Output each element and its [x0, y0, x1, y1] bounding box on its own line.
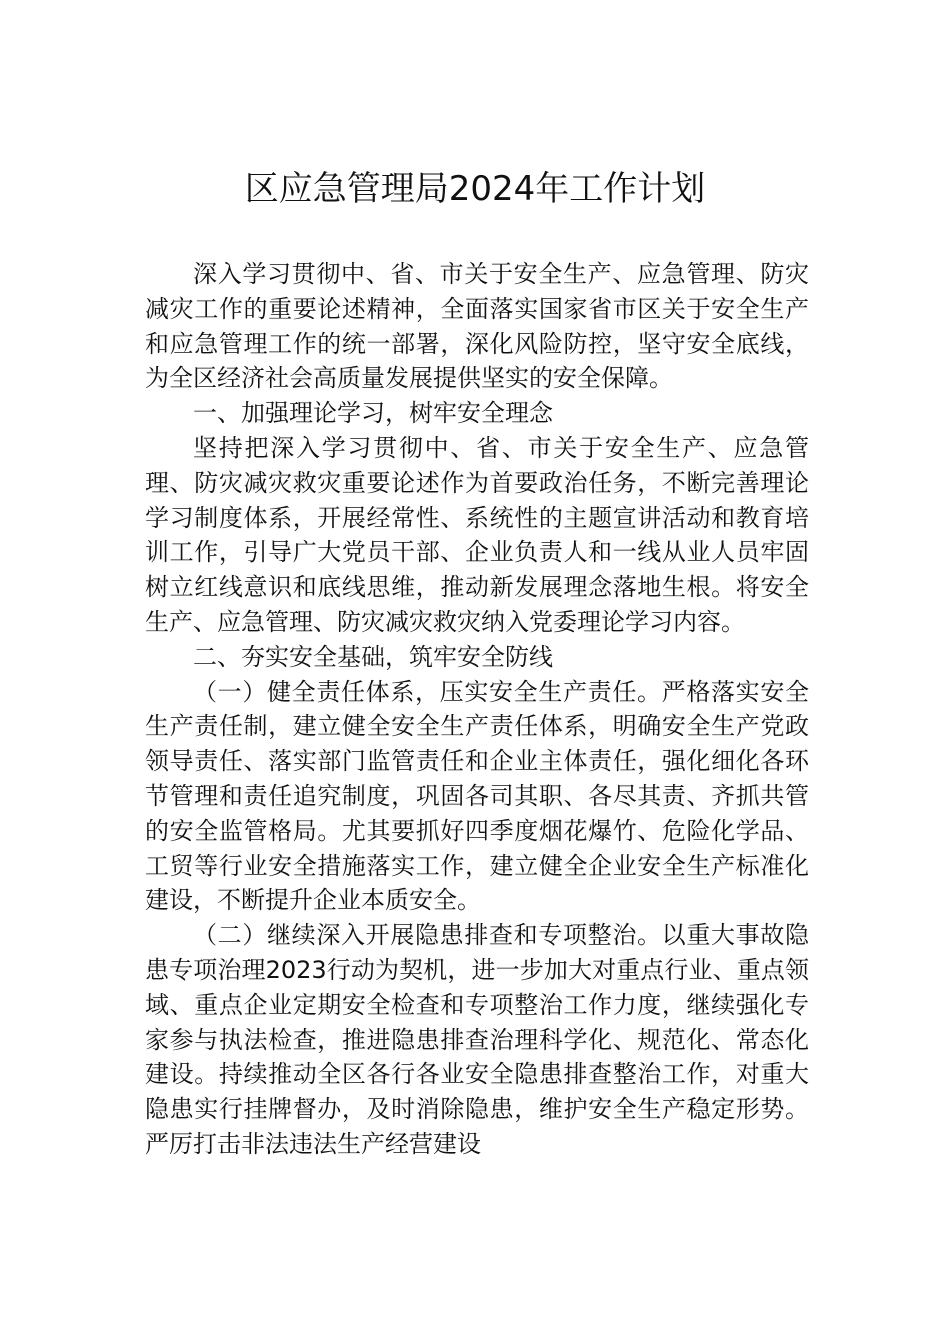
section-2-item-2: （二）继续深入开展隐患排查和专项整治。以重大事故隐患专项治理2023行动为契机，进一步加大对重点行业、重点领域、重点企业定期安全检查和专项整治工作力度，继续强化专家参与执法检查，推进隐患排查治理科学化、规范化、常态化建设。持续推动全区各行各业安全隐患排查整治工作，对重大隐患实行挂牌督办，及时消除隐患，维护安全生产稳定形势。严厉打击非法违法生产经营建设	[145, 921, 809, 1158]
document-body	[145, 257, 809, 1162]
document-title: 区应急管理局2024年工作计划	[244, 169, 706, 209]
section-1-paragraph: 坚持把深入学习贯彻中、省、市关于安全生产、应急管理、防灾减灾救灾重要论述作为首要政治任务，不断完善理论学习制度体系，开展经常性、系统性的主题宣讲活动和教育培训工作，引导广大党员干部、企业负责人和一线从业人员牢固树立红线意识和底线思维，推动新发展理念落地生根。将安全生产、应急管理、防灾减灾救灾纳入党委理论学习内容。	[145, 433, 809, 636]
section-2-item-1: （一）健全责任体系，压实安全生产责任。严格落实安全生产责任制，建立健全安全生产责任体系，明确安全生产党政领导责任、落实部门监管责任和企业主体责任，强化细化各环节管理和责任追究制度，巩固各司其职、各尽其责、齐抓共管的安全监管格局。尤其要抓好四季度烟花爆竹、危险化学品、工贸等行业安全措施落实工作，建立健全企业安全生产标准化建设，不断提升企业本质安全。	[145, 677, 809, 915]
section-heading-1: 一、加强理论学习，树牢安全理念	[193, 399, 553, 428]
intro-paragraph: 深入学习贯彻中、省、市关于安全生产、应急管理、防灾减灾工作的重要论述精神，全面落实国家省市区关于安全生产和应急管理工作的统一部署，深化风险防控，坚守安全底线，为全区经济社会高质量发展提供坚实的安全保障。	[145, 260, 809, 393]
section-heading-2: 二、夯实安全基础，筑牢安全防线	[193, 642, 553, 671]
